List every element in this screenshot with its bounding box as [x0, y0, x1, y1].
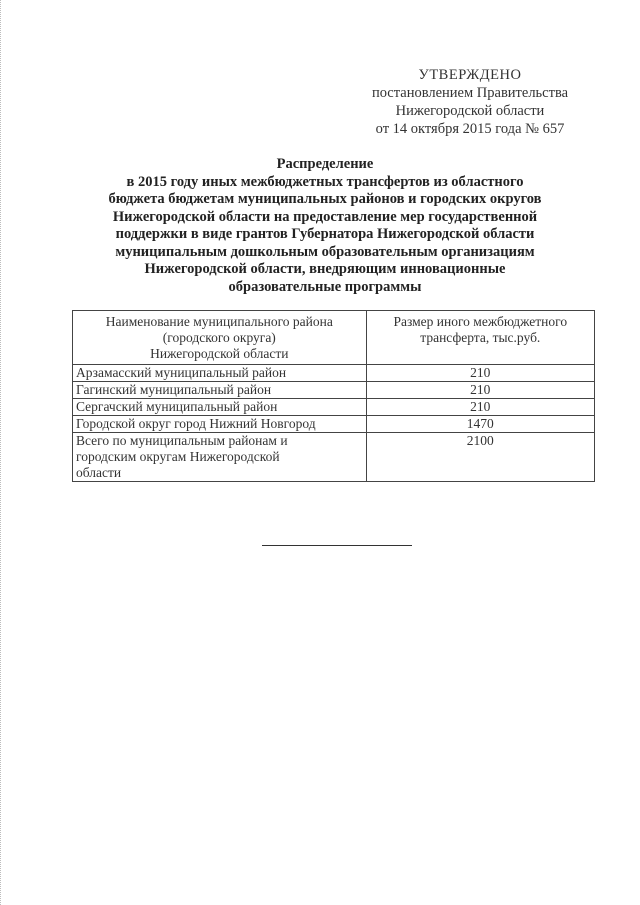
table-row [73, 382, 595, 399]
row-value: 1470 [366, 416, 594, 433]
header-text: трансферта, тыс.руб. [420, 330, 541, 345]
transfers-table [72, 310, 595, 482]
total-name-line: Всего по муниципальным районам и [76, 433, 288, 448]
table-header-row [73, 311, 595, 365]
approval-heading: УТВЕРЖДЕНО [418, 67, 522, 83]
header-amount [366, 311, 594, 365]
header-text: (городского округа) [162, 330, 276, 345]
row-value: 210 [366, 399, 594, 416]
title-line: образовательные программы [228, 278, 422, 295]
approval-line-decree: постановлением Правительства [371, 85, 569, 101]
table-row [73, 399, 595, 416]
title-line: в 2015 году иных межбюджетных трансфертов из областного [126, 173, 524, 190]
approval-stamp-block [360, 66, 580, 138]
row-name: Городской округ город Нижний Новгород [73, 416, 367, 433]
title-line: бюджета бюджетам муниципальных районов и городских округов [108, 191, 542, 207]
end-divider-line [262, 545, 412, 546]
title-line: Распределение [276, 156, 374, 172]
table-row [73, 416, 595, 433]
scan-edge [0, 0, 5, 905]
header-municipality [73, 311, 367, 365]
title-line: Нижегородской области на предоставление мер государственной [112, 208, 538, 225]
total-name-line: городским округам Нижегородской [76, 449, 280, 464]
approval-line-region: Нижегородской области [395, 103, 545, 119]
total-name-line: области [76, 465, 122, 480]
row-value: 210 [366, 365, 594, 382]
title-line: муниципальным дошкольным образовательным организациям [115, 243, 535, 260]
approval-line-date-number: от 14 октября 2015 года № 657 [375, 121, 565, 137]
title-line: поддержки в виде грантов Губернатора Нижегородской области [115, 226, 535, 242]
row-name: Гагинский муниципальный район [73, 382, 367, 399]
header-text: Размер иного межбюджетного [393, 314, 568, 329]
header-text: Нижегородской области [150, 346, 289, 361]
total-value: 2100 [366, 433, 594, 482]
row-name: Сергачский муниципальный район [73, 399, 367, 416]
total-name [73, 433, 367, 482]
title-line: Нижегородской области, внедряющим инновационные [144, 261, 506, 277]
table-total-row [73, 433, 595, 482]
header-text: Наименование муниципального района [105, 314, 333, 329]
row-value: 210 [366, 382, 594, 399]
row-name: Арзамасский муниципальный район [73, 365, 367, 382]
document-title [90, 156, 560, 296]
table-row [73, 365, 595, 382]
